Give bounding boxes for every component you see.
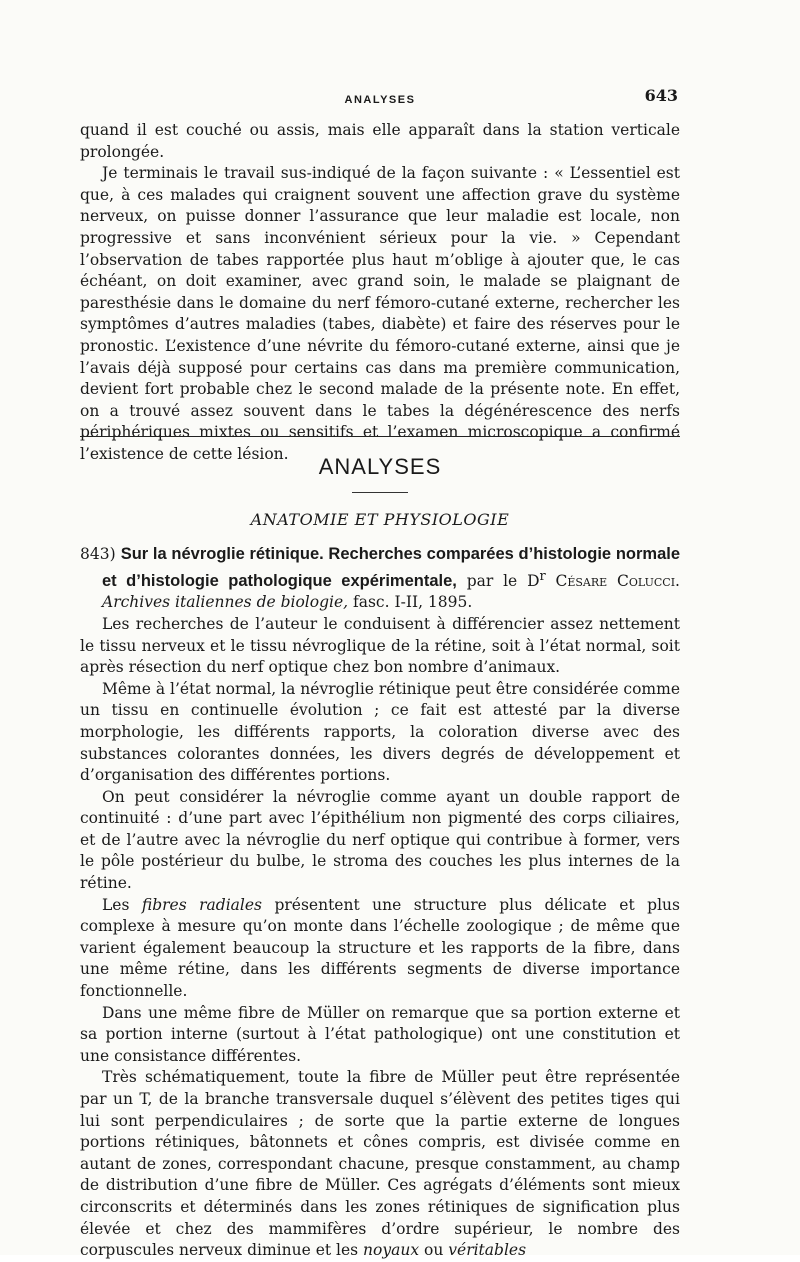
running-head [80, 86, 680, 112]
entry-paragraph-2: Même à l’état normal, la névroglie rétinique peut être considérée comme un tissu en continuelle évolution ; ce fait est attesté par la diverse morphologie, les différents rapports, la coloration diverse avec des substances colorantes données, les divers degrés de développement et d’organisation des différentes portions. [80, 679, 681, 785]
section-subheading: ANATOMIE ET PHYSIOLOGIE [250, 510, 510, 529]
intro-text [80, 120, 680, 466]
entry-author: Césare Colucci. [545, 571, 680, 590]
entry-paragraph-3: On peut considérer la névroglie comme ayant un double rapport de continuité : d’une part avec l’épithélium non pigmenté des corps ciliaires, et de l’autre avec la névroglie du nerf optique qui contribue à former, vers le pôle postérieur du bulbe, le stroma des couches les plus internes de la rétine. [80, 787, 680, 893]
entry-citation [80, 544, 680, 614]
p4-rest: présentent une structure plus délicate et plus complexe à mesure qu’on monte dans l’échelle zoologique ; de même que varient également beaucoup la structure et les rapports de la fibre, dans une même rétine, dans les différents segments de diverse importance fonctionnelle. [80, 895, 680, 1001]
p6-mid: ou [419, 1241, 449, 1260]
page-number: 643 [644, 86, 678, 105]
section-title: ANALYSES [318, 454, 442, 479]
entry-by-superscript: r [539, 568, 546, 584]
entry-by: par le D [456, 571, 540, 590]
entry-paragraph-4 [80, 895, 680, 1003]
p6-lead: Très schématiquement, toute la fibre de Müller peut être représentée par un T, de la branche transversale duquel s’élèvent des petites tiges qui lui sont perpendiculaires ; de sorte que la partie externe de longues portions rétiniques, bâtonnets et cônes compris, est divisée comme en autant de zones, correspondant chacune, presque constamment, au champ de distribution d’une fibre de Müller. Ces agrégats d’éléments sont mieux circonscrits et déterminés dans les zones rétiniques de signification plus élevée et chez des mammifères d’ordre supérieur, le nombre des corpuscules nerveux diminue et les [80, 1068, 680, 1260]
p4-italic: fibres radiales [141, 895, 262, 914]
running-title: ANALYSES [344, 94, 416, 106]
p6-italic-1: noyaux [363, 1241, 420, 1260]
entry-paragraph-1: Les recherches de l’auteur le conduisent à différencier assez nettement le tissu nerveux et le tissu névroglique de la rétine, soit à l’état normal, soit après résection du nerf optique chez bon nombre d’animaux. [80, 614, 680, 677]
entry-number: 843) [80, 545, 116, 563]
intro-paragraph-2: Je terminais le travail sus-indiqué de la façon suivante : « L’essentiel est que, à ces malades qui craignent souvent une affection grave du système nerveux, on puisse donner l’assurance que leur maladie est locale, non progressive et sans inconvénient sérieux pour la vie. » Cependant l’observation de tabes rapportée plus haut m’oblige à ajouter que, le cas échéant, on doit examiner, avec grand soin, le malade se plaignant de paresthésie dans le domaine du nerf fémoro-cutané externe, rechercher les symptômes d’autres maladies (tabes, diabète) et faire des réserves pour le pronostic. L’existence d’une névrite du fémoro-cutané externe, ainsi que je l’avais déjà supposé pour certains cas dans ma première communication, devient fort probable chez le second malade de la présente note. En effet, on a trouvé assez souvent dans le tabes la dégénérescence des nerfs périphériques mixtes ou sensitifs et l’examen microscopique a confirmé l’existence de cette lésion. [80, 164, 680, 463]
title-underline [352, 492, 408, 493]
p6-italic-2: véritables [448, 1241, 527, 1260]
entry-paragraph-6 [80, 1067, 680, 1261]
entry-paragraph-5: Dans une même fibre de Müller on remarque que sa portion externe et sa portion interne (surtout à l’état pathologique) ont une constitution et une consistance différentes. [80, 1003, 680, 1065]
abstract-entry [80, 544, 680, 1262]
entry-title: Sur la névroglie rétinique. Recherches comparées d’histologie normale et d’histologie pathologique expérimentale, [102, 545, 680, 590]
entry-journal: Archives italiennes de biologie, [102, 593, 349, 612]
section-divider [80, 436, 680, 437]
intro-paragraph-1: quand il est couché ou assis, mais elle apparaît dans la station verticale prolongée. [80, 121, 680, 161]
entry-issue: fasc. I-II, 1895. [348, 593, 473, 612]
p4-lead: Les [102, 895, 142, 914]
